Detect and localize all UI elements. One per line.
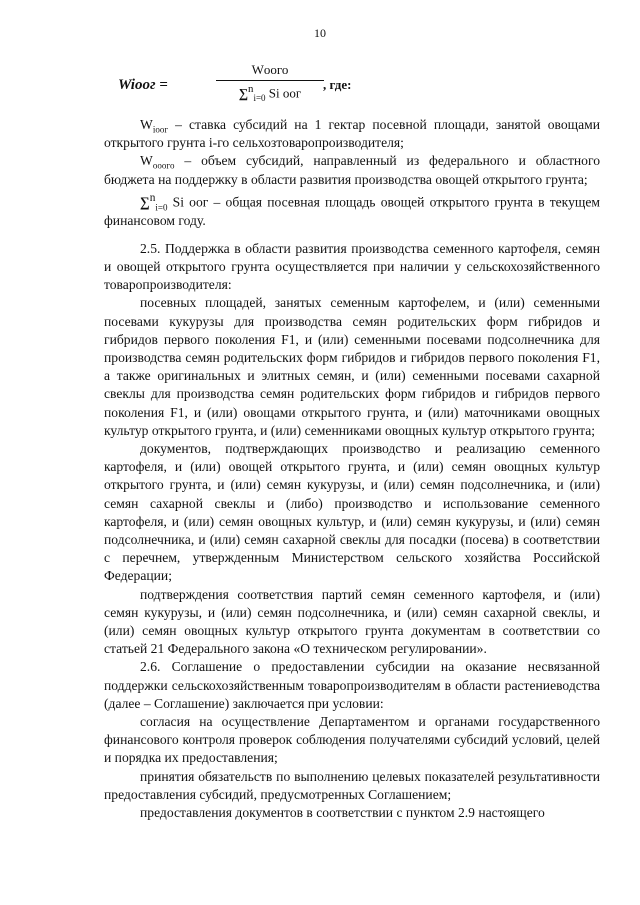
paragraph-2-5-item-documents: документов, подтверждающих производство и реализацию семенного картофеля, и (или) овощей открытого грунта, и (или) семян овощных культур открытого грунта, и (или) семян кукурузы, и (или) семян подсолнечника, и (или) семян сахарной свеклы и (либо) производство и использование семенного картофеля, и (или) семян овощных культур, и (или) семян кукурузы, и (или) семян подсолнечника, и (или) семян сахарной свеклы для посадки (посева) в соответствии с перечнем, утвержденным Министерством сельского хозяйства Российской Федерации; (104, 440, 600, 584)
paragraph-2-6: 2.6. Соглашение о предоставлении субсидии на оказание несвязанной поддержки сельскохозяйственным товаропроизводителям в области растениеводства (далее – Соглашение) заключается при условии: (104, 659, 600, 711)
definition-w-ioog (104, 116, 600, 152)
formula-denominator (214, 81, 326, 101)
formula-lhs: Wiоог = (118, 77, 168, 93)
sum-term: Si оог (167, 194, 209, 210)
sum-symbol: ∑ (238, 85, 249, 101)
symbol-subscript: ооогo (152, 161, 175, 172)
sum-lower-limit: i=0 (253, 92, 266, 103)
formula-fraction (214, 62, 326, 101)
definition-text: – объем субсидий, направленный из федерального и областного бюджета на поддержку в области развития производства овощей открытого грунта; (104, 153, 600, 187)
paragraph-2-6-item-documents: предоставления документов в соответствии с пунктом 2.9 настоящего (140, 805, 545, 821)
symbol-base: W (140, 153, 153, 169)
symbol-subscript: iоог (152, 124, 169, 135)
sum-symbol: ∑ (140, 194, 150, 210)
definition-sum (104, 189, 600, 230)
formula-numerator: Wоого (251, 62, 289, 77)
symbol-base: W (140, 117, 153, 132)
definition-text: – ставка субсидий на 1 гектар посевной площади, занятой овощами открытого грунта i-го сельхозтоваропроизводителя; (104, 117, 600, 151)
subsidy-rate-formula (118, 62, 358, 108)
paragraph-2-5-item-confirmation: подтверждения соответствия партий семян семенного картофеля, и (или) семян кукурузы, и (или) семян подсолнечника, и (или) семян сахарной свеклы, и (или) семян овощных культур открытого грунта документам в соответствии со статьей 21 Федерального закона «О техническом регулировании». (104, 586, 600, 657)
sum-lower-limit: i=0 (155, 202, 168, 213)
definition-text: – общая посевная площадь овощей открытого грунта в текущем финансовом году. (104, 194, 600, 228)
formula-tail: , где: (323, 77, 352, 92)
definition-w-ooog (104, 152, 600, 188)
paragraph-2-6-item-obligations: принятия обязательств по выполнению целевых показателей результативности предоставления субсидий, предусмотренных Соглашением; (104, 768, 600, 802)
document-body (104, 116, 600, 822)
paragraph-2-5-item-areas: посевных площадей, занятых семенным картофелем, и (или) семенными посевами кукурузы для производства семян родительских форм гибридов и гибридов первого поколения F1, и (или) семенными посевами подсолнечника для производства семян родительских форм гибридов и гибридов первого поколения F1, а также оригинальных и элитных семян, и (или) семенными посевами сахарной свеклы для производства семян родительских форм гибридов и гибридов первого поколения F1, и (или) овощами открытого грунта, и (или) маточниками овощных культур открытого грунта, и (или) семенниками овощных культур открытого грунта; (104, 295, 600, 438)
sum-upper-limit: n (149, 191, 156, 204)
page-number: 10 (314, 26, 326, 40)
paragraph-2-5: 2.5. Поддержка в области развития производства семенного картофеля, семян и овощей открытого грунта осуществляется при наличии у сельскохозяйственного товаропроизводителя: (104, 240, 600, 293)
sum-upper-limit: n (248, 83, 254, 95)
paragraph-2-6-item-consent: согласия на осуществление Департаментом и органами государственного финансового контроля проверок соблюдения получателями субсидий условий, целей и порядка их предоставления; (104, 714, 600, 766)
sum-term: Si оог (265, 85, 302, 101)
